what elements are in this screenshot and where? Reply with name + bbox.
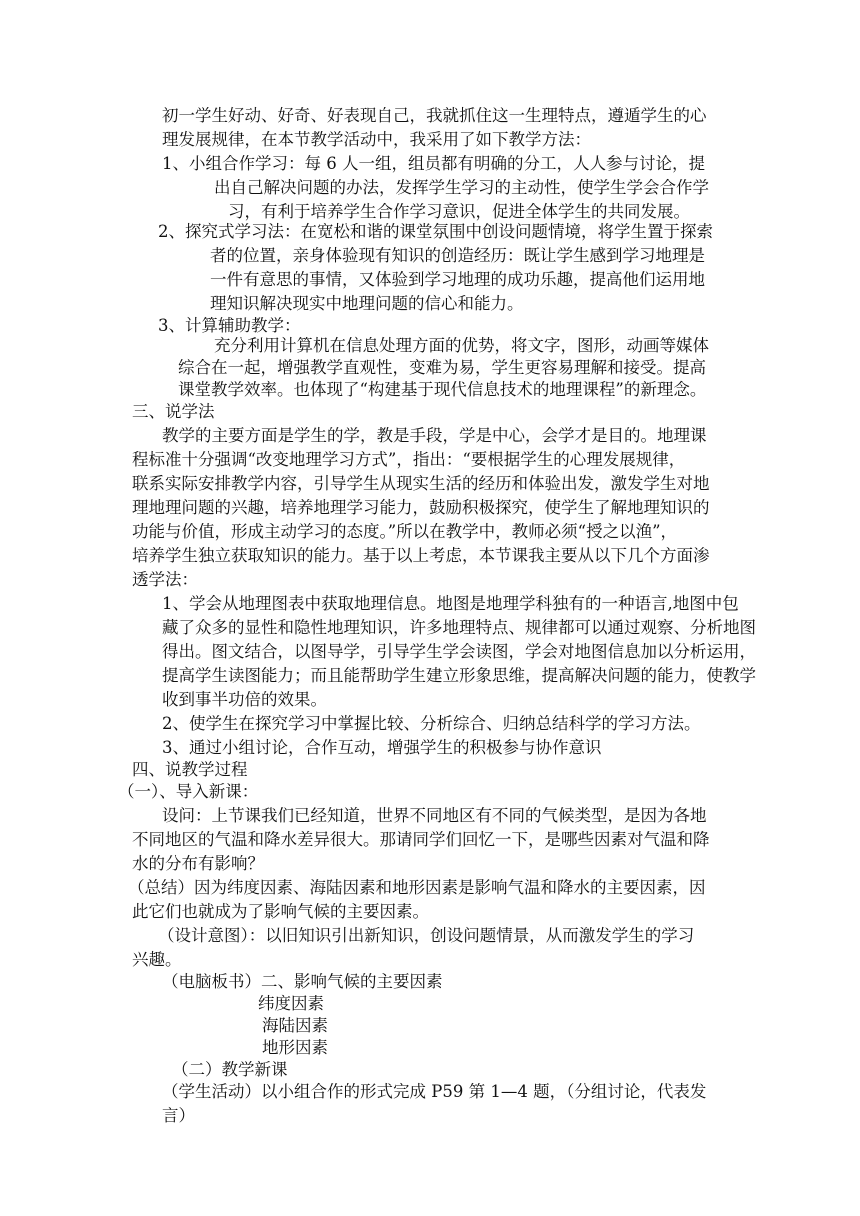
subsection-heading: （二）教学新课 <box>172 1060 288 1079</box>
text-line: 教学的主要方面是学生的学，教是手段，学是中心，会学才是目的。地理课 <box>162 426 707 445</box>
text-line: 藏了众多的显性和隐性地理知识，许多地理特点、规律都可以通过观察、分析地图 <box>162 618 756 637</box>
board-item: 纬度因素 <box>258 994 324 1013</box>
list-item: 2、使学生在探究学习中掌握比较、分析综合、归纳总结科学的学习方法。 <box>162 714 701 733</box>
subsection-heading: （一）、导入新课： <box>118 782 259 801</box>
text-line: 不同地区的气温和降水差异很大。那请同学们回忆一下，是哪些因素对气温和降 <box>132 830 710 849</box>
list-item: 3、通过小组讨论，合作互动，增强学生的积极参与协作意识 <box>162 738 602 757</box>
section-heading: 三、说学法 <box>132 402 215 421</box>
text-line: 水的分布有影响？ <box>132 854 264 873</box>
list-item: 3、计算辅助教学： <box>158 316 301 335</box>
section-heading: 四、说教学过程 <box>132 760 248 779</box>
board-item: 海陆因素 <box>262 1016 328 1035</box>
text-line: 综合在一起，增强教学直观性，变难为易，学生更容易理解和接受。提高 <box>178 358 706 377</box>
text-line: （总结）因为纬度因素、海陆因素和地形因素是影响气温和降水的主要因素，因 <box>128 878 706 897</box>
list-item: 1、小组合作学习：每 6 人一组，组员都有明确的分工，人人参与讨论，提 <box>162 154 705 173</box>
text-line: 一件有意思的事情，又体验到学习地理的成功乐趣，提高他们运用地 <box>210 270 705 289</box>
board-item: 地形因素 <box>262 1038 328 1057</box>
text-line: 设问：上节课我们已经知道，世界不同地区有不同的气候类型，是因为各地 <box>162 806 707 825</box>
text-line: 习，有利于培养学生合作学习意识，促进全体学生的共同发展。 <box>228 202 690 221</box>
text-line: （设计意图）：以旧知识引出新知识，创设问题情景，从而激发学生的学习 <box>158 926 695 945</box>
text-line: （学生活动）以小组合作的形式完成 P59 第 1—4 题，（分组讨论，代表发 <box>162 1082 707 1101</box>
text-line: 课堂教学效率。也体现了“构建基于现代信息技术的地理课程”的新理念。 <box>178 380 707 399</box>
text-line: 收到事半功倍的效果。 <box>162 690 327 709</box>
text-line: 培养学生独立获取知识的能力。基于以上考虑，本节课我主要从以下几个方面渗 <box>132 546 710 565</box>
text-line: 者的位置，亲身体验现有知识的创造经历：既让学生感到学习地理是 <box>210 246 705 265</box>
text-line: 理地理问题的兴趣，培养地理学习能力，鼓励积极探究，使学生了解地理知识的 <box>132 498 710 517</box>
text-line: 言） <box>162 1106 195 1125</box>
board-heading: （电脑板书）二、影响气候的主要因素 <box>162 972 443 991</box>
text-line: 透学法： <box>132 570 198 589</box>
text-line: 初一学生好动、好奇、好表现自己，我就抓住这一生理特点，遵遁学生的心 <box>162 106 707 125</box>
list-item: 2、探究式学习法：在宽松和谐的课堂氛围中创设问题情境，将学生置于探索 <box>158 222 713 241</box>
text-line: 充分利用计算机在信息处理方面的优势，将文字，图形，动画等媒体 <box>214 336 709 355</box>
text-line: 提高学生读图能力；而且能帮助学生建立形象思维，提高解决问题的能力，使教学 <box>162 666 756 685</box>
text-line: 理发展规律，在本节教学活动中，我采用了如下教学方法： <box>162 130 591 149</box>
list-item: 1、学会从地理图表中获取地理信息。地图是地理学科独有的一种语言,地图中包 <box>162 594 739 613</box>
text-line: 得出。图文结合，以图导学，引导学生学会读图，学会对地图信息加以分析运用， <box>162 642 756 661</box>
text-line: 理知识解决现实中地理问题的信心和能力。 <box>210 294 524 313</box>
text-line: 兴趣。 <box>132 950 182 969</box>
text-line: 联系实际安排教学内容，引导学生从现实生活的经历和体验出发，激发学生对地 <box>132 474 710 493</box>
text-line: 出自己解决问题的办法，发挥学生学习的主动性，使学生学会合作学 <box>214 178 709 197</box>
text-line: 功能与价值，形成主动学习的态度。”所以在教学中，教师必须“授之以渔”， <box>132 522 678 541</box>
text-line: 此它们也就成为了影响气候的主要因素。 <box>132 902 429 921</box>
text-line: 程标准十分强调“改变地理学习方式”，指出：“要根据学生的心理发展规律， <box>132 450 686 469</box>
